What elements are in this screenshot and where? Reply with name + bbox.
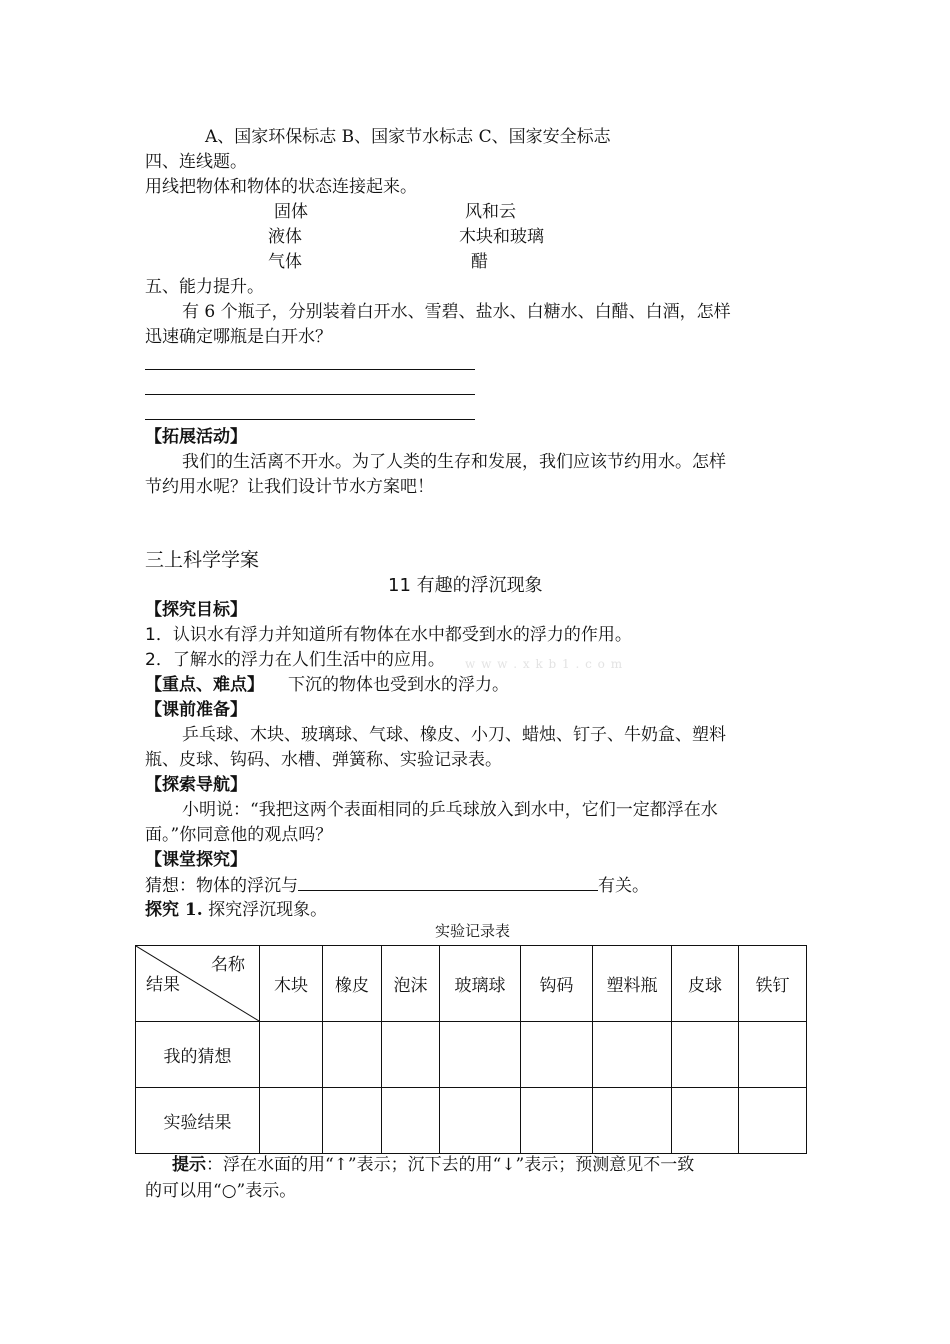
- guess-line: [145, 874, 649, 897]
- row-header: 实验结果: [136, 1088, 260, 1154]
- corner-label-name: 名称: [211, 955, 245, 975]
- table-cell[interactable]: [521, 1088, 593, 1154]
- table-cell[interactable]: [593, 1088, 672, 1154]
- class-heading: 【课堂探究】: [145, 850, 247, 870]
- key-difficulty-text: 下沉的物体也受到水的浮力。: [288, 675, 509, 695]
- explore-line: [145, 899, 327, 921]
- table-cell[interactable]: [323, 1088, 382, 1154]
- column-header: 塑料瓶: [593, 946, 672, 1022]
- guess-prefix: 猜想：物体的浮沉与: [145, 876, 298, 896]
- hint-label: 提示: [172, 1155, 206, 1175]
- hint-line: [172, 1154, 694, 1176]
- table-cell[interactable]: [739, 1088, 807, 1154]
- hint-text: ：浮在水面的用“↑”表示；沉下去的用“↓”表示；预测意见不一致: [206, 1155, 695, 1175]
- table-cell[interactable]: [382, 1022, 440, 1088]
- column-header: 橡皮: [323, 946, 382, 1022]
- guess-suffix: 有关。: [598, 876, 649, 896]
- column-header: 皮球: [672, 946, 739, 1022]
- corner-label-result: 结果: [146, 975, 180, 995]
- answer-line: [145, 394, 475, 395]
- column-header: 泡沫: [382, 946, 440, 1022]
- section-5-title: 五、能力提升。: [145, 277, 264, 297]
- guess-blank[interactable]: [298, 874, 598, 891]
- extension-heading: 【拓展活动】: [145, 427, 247, 447]
- nav-heading: 【探索导航】: [145, 775, 247, 795]
- table-cell[interactable]: [593, 1022, 672, 1088]
- section-5-question-line: 有 6 个瓶子，分别装着白开水、雪碧、盐水、白糖水、白醋、白酒，怎样: [182, 302, 731, 322]
- answer-line: [145, 369, 475, 370]
- matching-left-item: 气体: [268, 252, 302, 272]
- table-header-row: [136, 946, 807, 1022]
- table-cell[interactable]: [323, 1022, 382, 1088]
- goal-item: 1．认识水有浮力并知道所有物体在水中都受到水的浮力的作用。: [145, 625, 632, 645]
- nav-text-line: 面。”你同意他的观点吗？: [145, 825, 333, 845]
- lesson-title: 11 有趣的浮沉现象: [388, 575, 543, 596]
- table-cell[interactable]: [260, 1088, 323, 1154]
- key-difficulty-heading: 【重点、难点】: [145, 675, 264, 695]
- experiment-record-table: [135, 945, 807, 1154]
- goals-heading: 【探究目标】: [145, 600, 247, 620]
- table-cell[interactable]: [382, 1088, 440, 1154]
- course-name: 三上科学学案: [145, 549, 260, 571]
- table-corner-cell: [136, 946, 260, 1022]
- section-5-question-line: 迅速确定哪瓶是白开水？: [145, 327, 332, 347]
- hint-line-2: 的可以用“○”表示。: [145, 1181, 297, 1201]
- answer-line: [145, 419, 475, 420]
- table-row: [136, 1088, 807, 1154]
- matching-right-item: 醋: [471, 252, 488, 272]
- explore-label: 探究 1.: [145, 900, 203, 920]
- table-cell[interactable]: [260, 1022, 323, 1088]
- table-cell[interactable]: [672, 1088, 739, 1154]
- table-cell[interactable]: [440, 1088, 521, 1154]
- prep-text-line: 乒乓球、木块、玻璃球、气球、橡皮、小刀、蜡烛、钉子、牛奶盒、塑料: [182, 725, 726, 745]
- row-header: 我的猜想: [136, 1022, 260, 1088]
- table-cell[interactable]: [440, 1022, 521, 1088]
- answer-options: A、国家环保标志 B、国家节水标志 C、国家安全标志: [205, 127, 611, 147]
- column-header: 钩码: [521, 946, 593, 1022]
- prep-text-line: 瓶、皮球、钩码、水槽、弹簧称、实验记录表。: [145, 750, 502, 770]
- prep-heading: 【课前准备】: [145, 700, 247, 720]
- matching-right-item: 风和云: [465, 202, 516, 222]
- matching-left-item: 固体: [274, 202, 308, 222]
- matching-right-item: 木块和玻璃: [459, 227, 544, 247]
- matching-left-item: 液体: [268, 227, 302, 247]
- section-4-instruction: 用线把物体和物体的状态连接起来。: [145, 177, 417, 197]
- section-4-title: 四、连线题。: [145, 152, 247, 172]
- table-cell[interactable]: [672, 1022, 739, 1088]
- nav-text-line: 小明说：“我把这两个表面相同的乒乓球放入到水中，它们一定都浮在水: [182, 800, 718, 820]
- extension-text-line: 节约用水呢？让我们设计节水方案吧！: [145, 477, 434, 497]
- column-header: 木块: [260, 946, 323, 1022]
- watermark: w w w . x k b 1 . c o m: [465, 657, 624, 671]
- extension-text-line: 我们的生活离不开水。为了人类的生存和发展，我们应该节约用水。怎样: [182, 452, 726, 472]
- column-header: 玻璃球: [440, 946, 521, 1022]
- column-header: 铁钉: [739, 946, 807, 1022]
- explore-text: 探究浮沉现象。: [202, 900, 328, 920]
- table-cell[interactable]: [521, 1022, 593, 1088]
- table-cell[interactable]: [739, 1022, 807, 1088]
- table-row: [136, 1022, 807, 1088]
- table-caption: 实验记录表: [435, 922, 511, 940]
- goal-item: 2．了解水的浮力在人们生活中的应用。: [145, 650, 445, 670]
